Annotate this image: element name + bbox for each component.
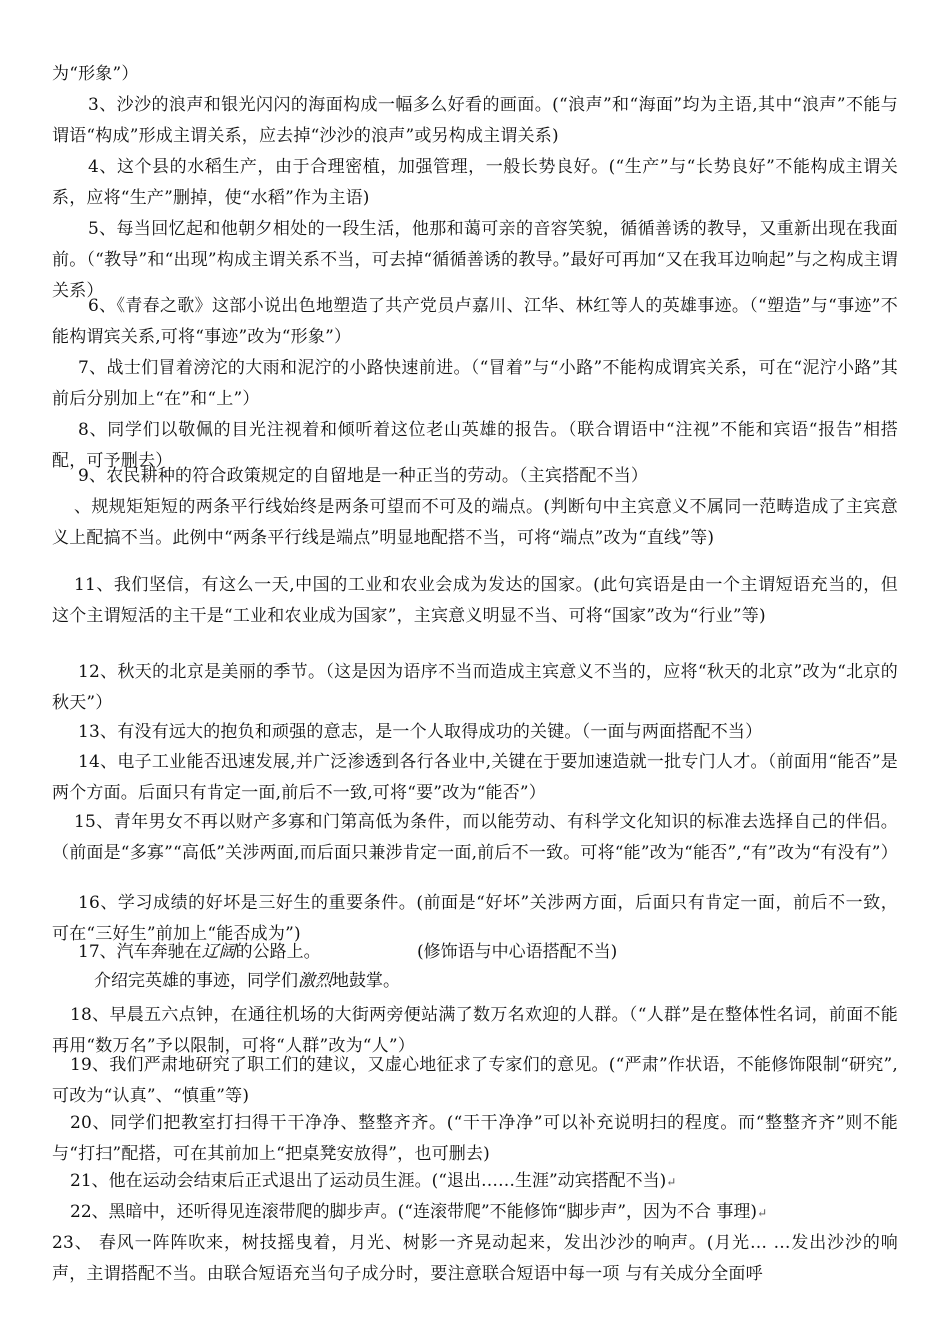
paragraph-item-3: 3、沙沙的浪声和银光闪闪的海面构成一幅多么好看的画面。(“浪声”和“海面”均为主语,其中“浪声”不能与谓语“构成”形成主谓关系，应去掉“沙沙的浪声”或另构成主谓关系) <box>52 95 898 146</box>
paragraph-item-9: 9、农民耕种的符合政策规定的自留地是一种正当的劳动。（主宾搭配不当） <box>78 466 649 486</box>
paragraph-item-5: 5、每当回忆起和他朝夕相处的一段生活，他那和蔼可亲的音容笑貌，循循善诱的教导，又重新出现在我面前。（“教导”和“出现”构成主谓关系不当，可去掉“循循善诱的教导。”最好可再加“又在我耳边响起”与之构成主谓关系） <box>52 219 898 301</box>
line-end-mark: ↵ <box>666 1175 677 1189</box>
paragraph-item-6: 6、《青春之歌》这部小说出色地塑造了共产党员卢嘉川、江华、林红等人的英雄事迹。（“塑造”与“事迹”不能构谓宾关系,可将“事迹”改为“形象”） <box>52 296 898 347</box>
paragraph-item-22 <box>70 1197 767 1229</box>
paragraph-item-17 <box>78 937 321 968</box>
paragraph-item-16: 16、学习成绩的好坏是三好生的重要条件。(前面是“好坏”关涉两方面，后面只有肯定一面，前后不一致，可在“三好生”前加上“能否成为”) <box>52 893 898 944</box>
item-17b-text: 介绍完英雄的事迹，同学们 <box>94 971 298 991</box>
paragraph-item-13: 13、有没有远大的抱负和顽强的意志，是一个人取得成功的关键。（一面与两面搭配不当） <box>78 722 763 742</box>
item-17-emphasis: 辽阔 <box>201 942 236 962</box>
item-17-text: 17、汽车奔驰在 <box>78 942 202 962</box>
paragraph-item-11: 11、我们坚信，有这么一天,中国的工业和农业会成为发达的国家。(此句宾语是由一个主谓短语充当的，但这个主谓短活的主干是“工业和农业成为国家”，主宾意义明显不当、可将“国家”改为“行业”等) <box>52 575 898 626</box>
paragraph-item-15: 15、青年男女不再以财产多寡和门第高低为条件，而以能劳动、有科学文化知识的标准去选择自己的伴侣。（前面是“多寡”“高低”关涉两面,而后面只兼涉肯定一面,前后不一致。可将“能”改为“能否”,“有”改为“有没有”） <box>52 812 898 863</box>
item-17b-emphasis: 激烈 <box>298 971 332 991</box>
item-17b-after: 地鼓掌。 <box>332 971 400 991</box>
paragraph-item-8: 8、同学们以敬佩的目光注视着和倾听着这位老山英雄的报告。（联合谓语中“注视”不能和宾语“报告”相搭配，可予删去） <box>52 420 898 471</box>
paragraph-item-21 <box>70 1166 676 1198</box>
paragraph-item-7: 7、战士们冒着滂沱的大雨和泥泞的小路快速前进。（“冒着”与“小路”不能构成谓宾关系，可在“泥泞小路”其前后分别加上“在”和“上”） <box>52 358 898 409</box>
paragraph-item-20: 20、同学们把教室打扫得干干净净、整整齐齐。(“干干净净”可以补充说明扫的程度。而“整整齐齐”则不能与“打扫”配搭，可在其前加上“把桌凳安放得”，也可删去) <box>52 1113 898 1164</box>
paragraph-item-14: 14、电子工业能否迅速发展,并广泛渗透到各行各业中,关键在于要加速造就一批专门人才。（前面用“能否”是两个方面。后面只有肯定一面,前后不一致,可将“要”改为“能否”） <box>52 752 898 803</box>
paragraph-item-23: 23、 春风一阵阵吹来，树技摇曳着，月光、树影一齐晃动起来，发出沙沙的响声。(月光… …发出沙沙的响声，主谓搭配不当。由联合短语充当句子成分时，要注意联合短语中每一项 与有关成分全面呼 <box>52 1233 898 1284</box>
paragraph-continuation: 为“形象”） <box>52 64 139 84</box>
item-22-text: 22、黑暗中，还听得见连滚带爬的脚步声。(“连滚带爬”不能修饰“脚步声”，因为不合 事理) <box>70 1202 758 1222</box>
item-21-text: 21、他在运动会结束后正式退出了运动员生涯。(“退出……生涯”动宾搭配不当) <box>70 1171 667 1191</box>
paragraph-item-12: 12、秋天的北京是美丽的季节。（这是因为语序不当而造成主宾意义不当的，应将“秋天的北京”改为“北京的秋天”） <box>52 662 898 713</box>
paragraph-item-17-second <box>94 966 400 997</box>
paragraph-item-4: 4、这个县的水稻生产，由于合理密植，加强管理，一般长势良好。(“生产”与“长势良好”不能构成主谓关系，应将“生产”删掉，使“水稻”作为主语) <box>52 157 898 208</box>
paragraph-item-19: 19、我们严肃地研究了职工们的建议，又虚心地征求了专家们的意见。(“严肃”作状语，不能修饰限制“研究”,可改为“认真”、“慎重”等) <box>52 1055 898 1106</box>
paragraph-item-18: 18、早晨五六点钟，在通往机场的大街两旁便站满了数万名欢迎的人群。（“人群”是在整体性名词，前面不能再用“数万名”予以限制，可将“人群”改为“人”） <box>52 1005 898 1056</box>
paragraph-item-17-note: (修饰语与中心语搭配不当) <box>417 942 618 962</box>
paragraph-item-10: 、规规矩矩短的两条平行线始终是两条可望而不可及的端点。(判断句中主宾意义不属同一范畴造成了主宾意义上配搞不当。此例中“两条平行线是端点”明显地配搭不当，可将“端点”改为“直线”等) <box>52 497 898 548</box>
item-17-after: 的公路上。 <box>235 942 321 962</box>
line-end-mark: ↵ <box>757 1206 768 1220</box>
